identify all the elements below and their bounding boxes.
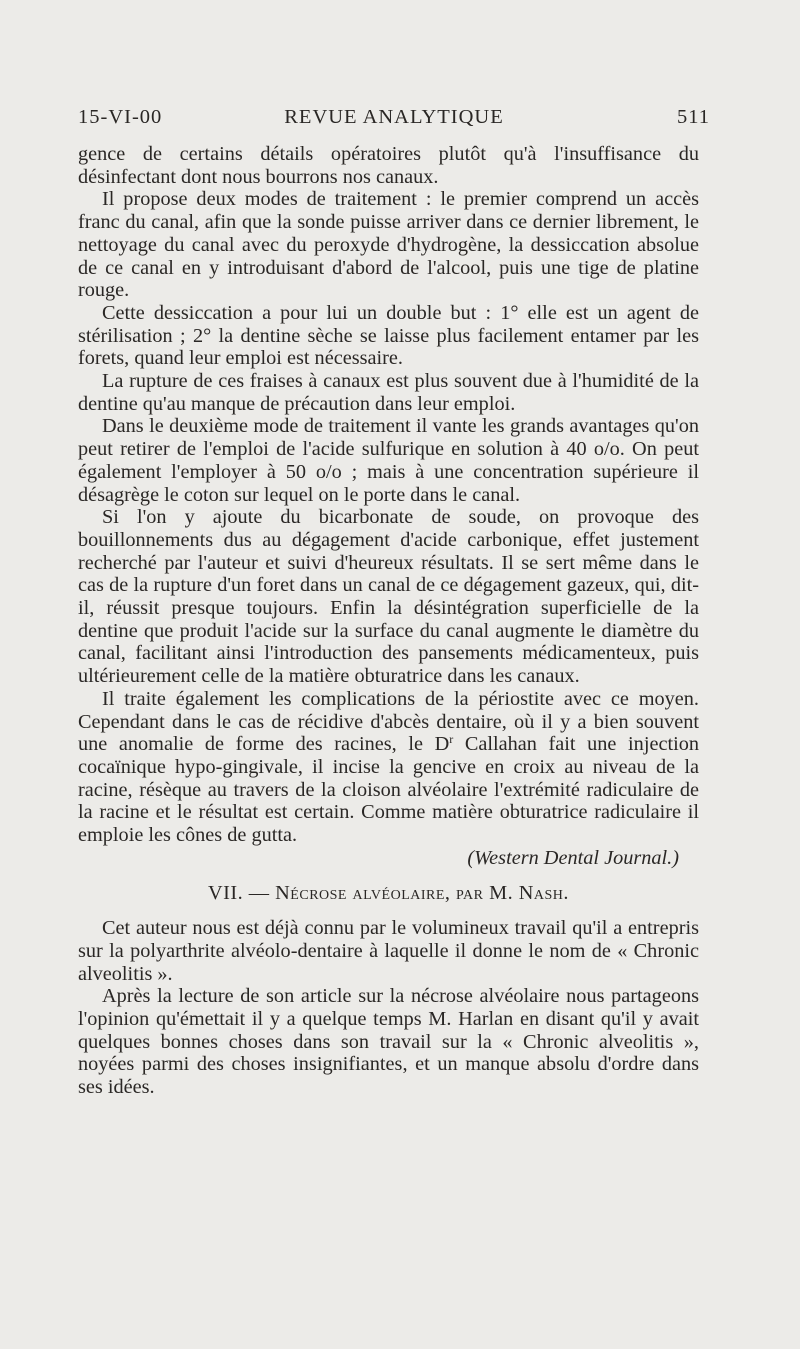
paragraph: Si l'on y ajoute du bicarbonate de soude, on provoque des bouillonnements dus au dégagement d'acide carbonique, effet justement recherché par l'auteur et suivi d'heureux résultats. Il se sert même dans le cas de la rupture d'un foret dans un canal de ce dégagement gazeux, qui, dit-il, réussit presque toujours. Enfin la désintégration superficielle de la dentine que produit l'acide sur la surface du canal augmente le diamètre du canal, facilitant ainsi l'introduction des pansements médicamenteux, puis ultérieurement celle de la matière obturatrice dans les canaux. xyxy=(78,506,699,688)
paragraph: Il propose deux modes de traitement : le premier comprend un accès franc du canal, afin que la sonde puisse arriver dans ce dernier librement, le nettoyage du canal avec du peroxyde d'hydrogène, la dessiccation absolue de ce canal en y introduisant d'abord de l'alcool, puis une tige de platine rouge. xyxy=(78,188,699,302)
paragraph-part: Il traite également les complications de la périostite avec ce moyen. Cependant dans le cas de récidive d'abcès dentaire, où il y a bien souvent une anomalie de forme des racines, le D xyxy=(78,687,699,756)
paragraph: Dans le deuxième mode de traitement il vante les grands avantages qu'on peut retirer de l'emploi de l'acide sulfurique en solution à 40 o/o. On peut également l'employer à 50 o/o ; mais à une concentration supérieure il désagrège le coton sur lequel on le porte dans le canal. xyxy=(78,415,699,506)
body-text xyxy=(78,143,699,1099)
section-heading: VII. — Nécrose alvéolaire, par M. Nash. xyxy=(208,881,569,904)
header-title: REVUE ANALYTIQUE xyxy=(284,106,504,128)
paragraph: Cet auteur nous est déjà connu par le volumineux travail qu'il a entrepris sur la polyarthrite alvéolo-dentaire à laquelle il donne le nom de « Chronic alveolitis ». xyxy=(78,917,699,985)
page-number: 511 xyxy=(677,106,710,128)
paragraph-callahan xyxy=(78,688,699,847)
source-citation: (Western Dental Journal.) xyxy=(467,846,679,869)
paragraph: Après la lecture de son article sur la nécrose alvéolaire nous partageons l'opinion qu'émettait il y a quelque temps M. Harlan en disant qu'il y avait quelques bonnes choses dans son travail sur la « Chronic alveolitis », noyées parmi des choses insignifiantes, et un manque absolu d'ordre dans ses idées. xyxy=(78,985,699,1099)
paragraph: gence de certains détails opératoires plutôt qu'à l'insuffisance du désinfectant dont nous bourrons nos canaux. xyxy=(78,143,699,188)
running-header xyxy=(78,106,710,136)
paragraph: Cette dessiccation a pour lui un double but : 1° elle est un agent de stérilisation ; 2° la dentine sèche se laisse plus facilement entamer par les forets, quand leur emploi est nécessaire. xyxy=(78,301,699,370)
superscript: r xyxy=(449,732,454,747)
header-date: 15-VI-00 xyxy=(78,106,163,128)
paragraph-part: Callahan fait une injection cocaïnique hypo-gingivale, il incise la gencive en croix au niveau de la racine, résèque au travers de la cloison alvéolaire l'extrémité radiculaire de la racine et le résultat est certain. Comme matière obturatrice radiculaire il emploie les cônes de gutta. xyxy=(78,733,700,847)
paragraph: La rupture de ces fraises à canaux est plus souvent due à l'humidité de la dentine qu'au manque de précaution dans leur emploi. xyxy=(78,370,699,415)
